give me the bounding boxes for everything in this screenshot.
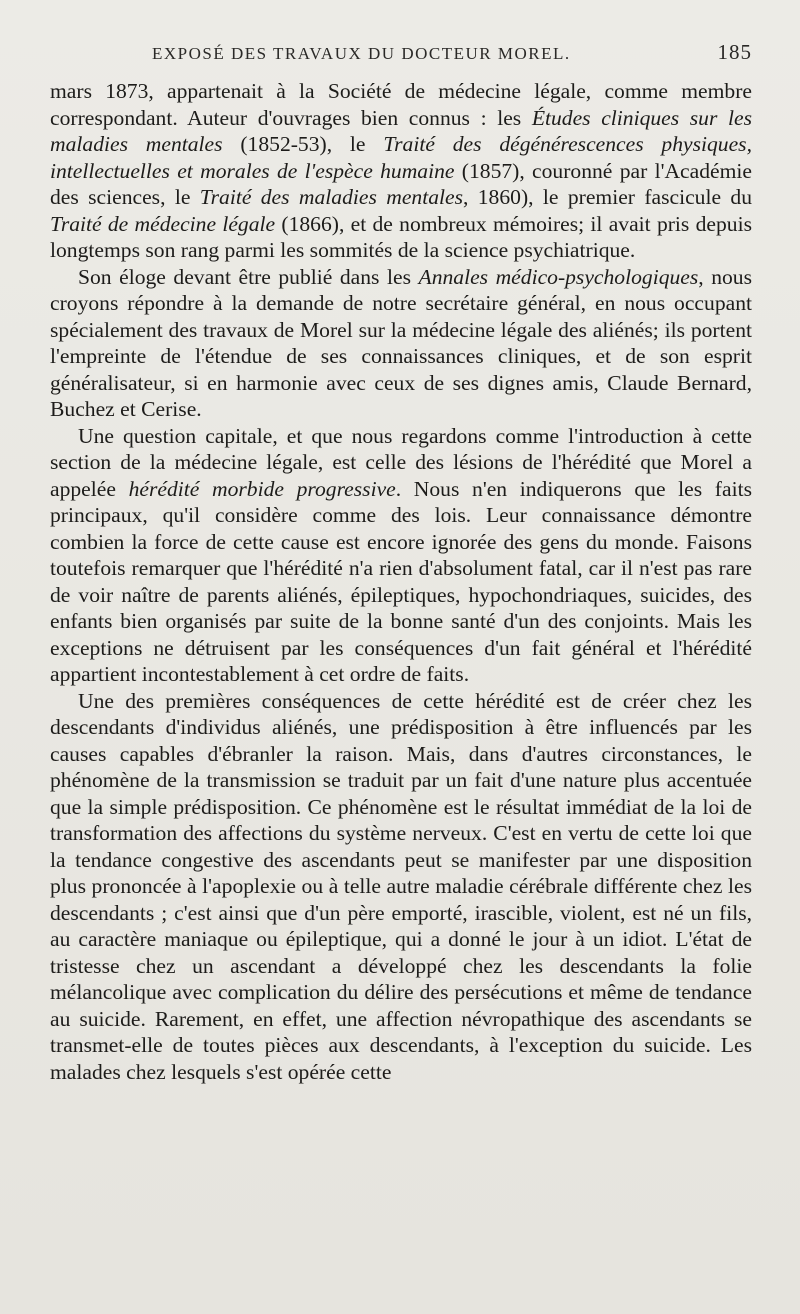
text-run: Une des premières conséquences de cette hérédité est de créer chez les descendants d'individus aliénés, une prédisposition à être influencés par les causes capables d'ébranler la raison. Mais, dans d'autres circonstances, le phénomène de la transmission se traduit par un fait d'une nature plus accentuée que la simple prédisposition. Ce phénomène est le résultat immédiat de la loi de transformation des affections du système nerveux. C'est en vertu de cette loi que la tendance congestive des ascendants peut se manifester par une disposition plus prononcée à l'apoplexie ou à telle autre maladie cérébrale différente chez les descendants ; c'est ainsi que d'un père emporté, irascible, violent, est né un fils, au caractère maniaque ou épileptique, qui a donné le jour à un idiot. L'état de tristesse chez un ascendant a développé chez les descendants la folie mélancolique avec complication du délire des persécutions et même de tendance au suicide. Rarement, en effet, une affection névropathique des ascendants se transmet-elle de toutes pièces aux descendants, à l'exception du suicide. Les malades chez lesquels s'est opérée cette — [50, 688, 752, 1084]
italic-title-text: Traité de médecine légale — [50, 211, 276, 236]
running-title: EXPOSÉ DES TRAVAUX DU DOCTEUR MOREL. — [152, 44, 571, 63]
italic-title-text: Annales médico-psychologiques — [418, 264, 699, 289]
text-run: (1857), couronné par l'Académie des sciences, le — [50, 158, 752, 209]
text-run: , 1860), le premier fascicule du — [463, 185, 753, 209]
page-number: 185 — [717, 40, 752, 64]
text-run: (1866), et de nombreux mémoires; il avait pris depuis longtemps son rang parmi les sommités de la science psychiatrique. — [50, 211, 752, 262]
text-run: Son éloge devant être publié dans les — [78, 264, 419, 289]
italic-title-text: Études cliniques sur les maladies mentales — [50, 105, 752, 156]
text-run: (1852-53), le — [222, 132, 384, 156]
italic-title-text: Traité des maladies mentales — [199, 185, 463, 209]
italic-title-text: hérédité morbide progressive — [128, 476, 396, 501]
italic-title-text: Traité des dégénérescences physiques, intellectuelles et morales de l'espèce humaine — [50, 132, 752, 183]
text-run: , nous croyons répondre à la demande de notre secrétaire général, en nous occupant spécialement des travaux de Morel sur la médecine légale des aliénés; ils portent l'empreinte de l'étendue de ses connaissances cliniques, et de son esprit généralisateur, si en harmonie avec ceux de ses dignes amis, Claude Bernard, Buchez et Cerise. — [50, 264, 752, 421]
paragraph — [50, 688, 752, 1086]
running-header — [50, 38, 752, 78]
paragraph — [50, 423, 752, 688]
text-run: Une question capitale, et que nous regardons comme l'introduction à cette section de la médecine légale, est celle des lésions de l'hérédité que Morel a appelée — [50, 423, 752, 501]
paragraph — [50, 264, 752, 423]
paragraph — [50, 78, 752, 264]
text-run: . Nous n'en indiquerons que les faits principaux, qu'il considère comme des lois. Leur connaissance démontre combien la force de cette cause est encore ignorée des gens du monde. Faisons toutefois remarquer que l'hérédité n'a rien d'absolument fatal, car il n'est pas rare de voir naître de parents aliénés, épileptiques, hypochondriaques, suicides, des enfants bien organisés par suite de la bonne santé d'un des conjoints. Mais les exceptions ne détruisent par les conséquences d'un fait général et l'hérédité appartient incontestablement à cet ordre de faits. — [50, 476, 752, 686]
body-text — [50, 78, 752, 1085]
text-run: mars 1873, appartenait à la Société de médecine légale, comme membre correspondant. Auteur d'ouvrages bien connus : les — [50, 79, 752, 130]
